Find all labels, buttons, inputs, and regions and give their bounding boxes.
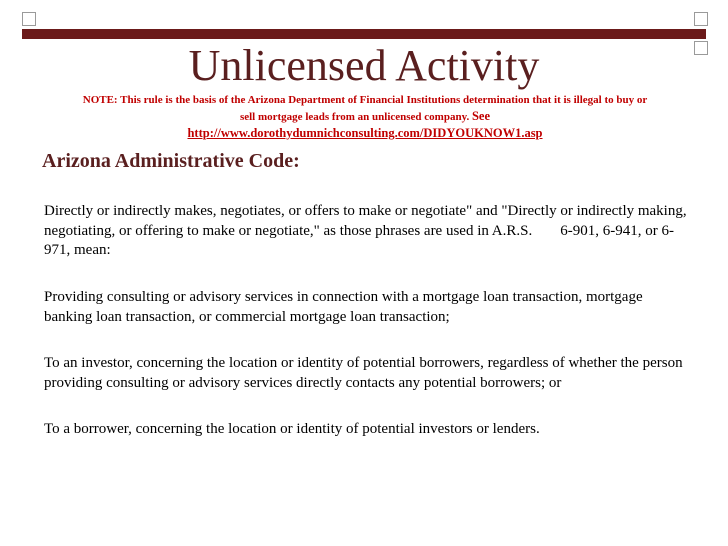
note-link[interactable]: http://www.dorothydumnichconsulting.com/DIDYOUKNOW1.asp xyxy=(187,126,543,140)
section-heading: Arizona Administrative Code: xyxy=(42,150,300,172)
note-line1: NOTE: This rule is the basis of the Arizona Department of Financial Institutions determination that it is illegal to buy or xyxy=(82,94,648,106)
top-decorative-bar xyxy=(22,29,706,39)
note-see: See xyxy=(471,109,491,123)
paragraph-1-ref: 6-901, 6-941, or 6-971, mean: xyxy=(44,222,674,258)
paragraph-1-text: Directly or indirectly makes, negotiates, or offers to make or negotiate" and "Directly or indirectly making, negotiating, or offering to make or negotiate," as those phrases are used in A.R.S. xyxy=(44,203,687,239)
paragraph-4: To a borrower, concerning the location or identity of potential investors or lenders. xyxy=(44,421,540,437)
note-line2: sell mortgage leads from an unlicensed company. xyxy=(239,111,470,123)
corner-square-top-left xyxy=(22,12,36,26)
note-block xyxy=(40,92,690,142)
paragraph-3: To an investor, concerning the location or identity of potential borrowers, regardless of whether the person providing consulting or advisory services directly contacts any potential borrowers; or xyxy=(44,355,683,391)
paragraph-1 xyxy=(44,202,692,261)
paragraph-2: Providing consulting or advisory services in connection with a mortgage loan transaction, mortgage banking loan transaction, or commercial mortgage loan transaction; xyxy=(44,289,643,325)
slide-title: Unlicensed Activity xyxy=(188,41,540,90)
corner-square-top-right xyxy=(694,12,708,26)
